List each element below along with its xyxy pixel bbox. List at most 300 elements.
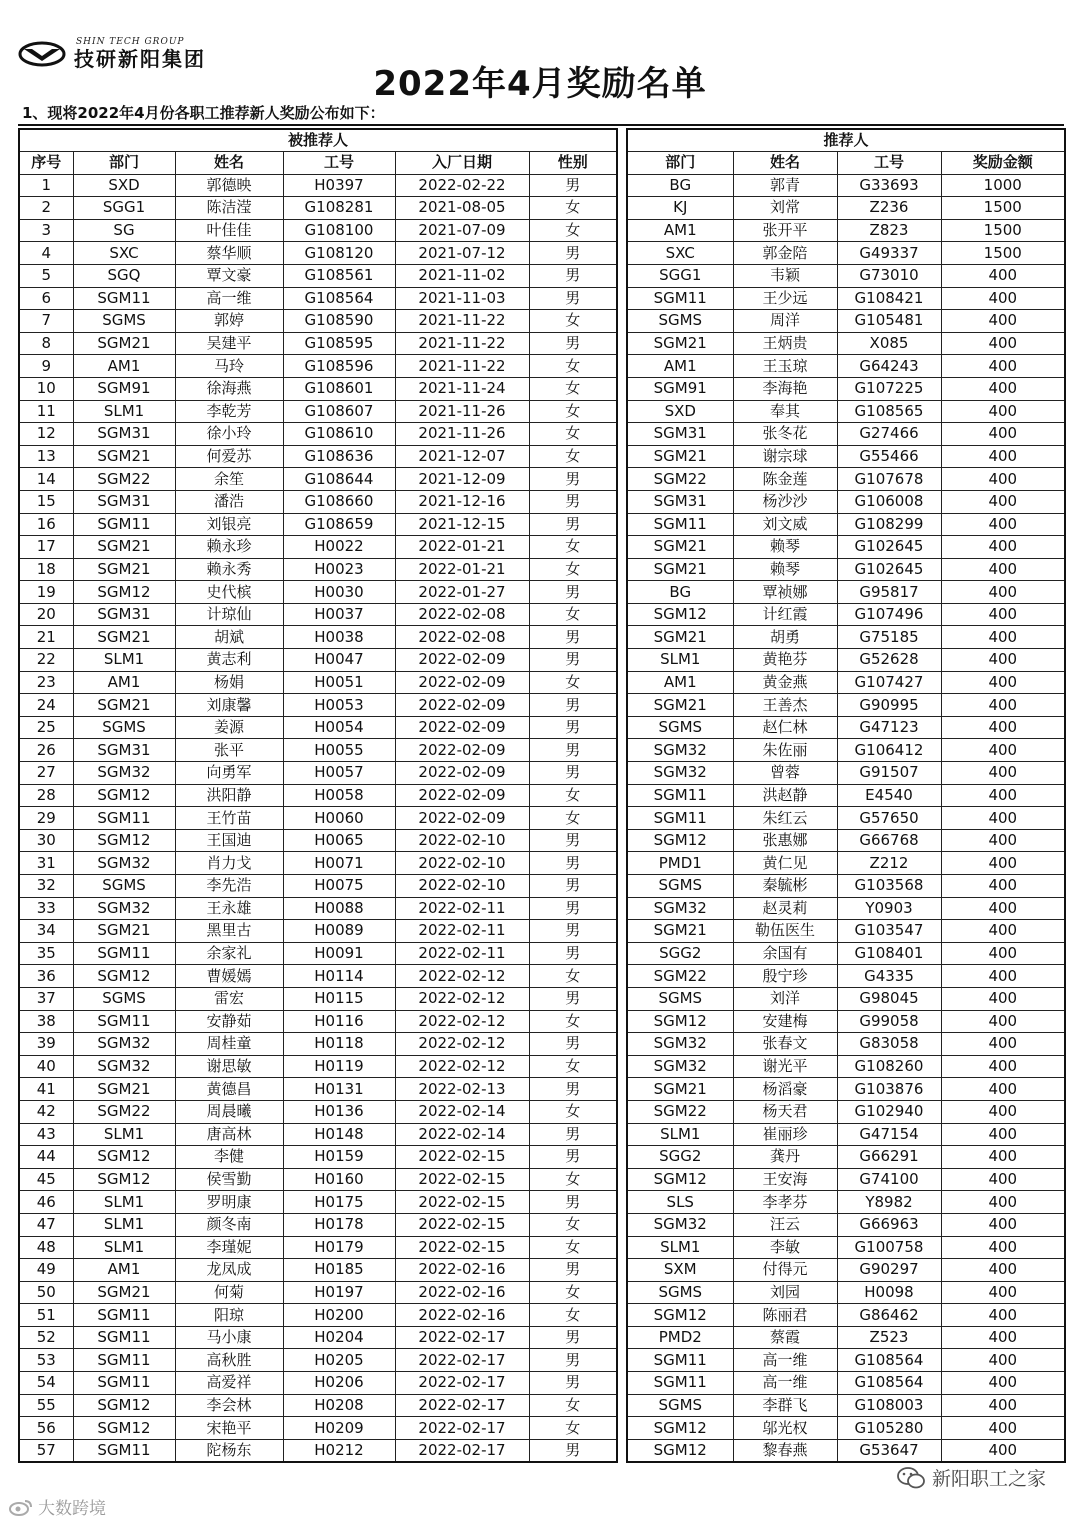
cell-reward-amount: 400 [941, 626, 1065, 649]
cell-ref-employee-id: G73010 [837, 264, 941, 287]
cell-reward-amount: 1500 [941, 242, 1065, 265]
table-row [627, 807, 1065, 830]
cell-name: 蔡华顺 [175, 242, 283, 265]
cell-name: 吴建平 [175, 332, 283, 355]
table-row [19, 716, 617, 739]
cell-ref-name: 张冬花 [733, 423, 837, 446]
cell-ref-employee-id: G66963 [837, 1213, 941, 1236]
cell-employee-id: H0057 [283, 762, 395, 785]
cell-gender: 女 [529, 1055, 617, 1078]
cell-employee-id: H0160 [283, 1168, 395, 1191]
table-row [19, 807, 617, 830]
cell-index: 3 [19, 219, 73, 242]
cell-employee-id: H0178 [283, 1213, 395, 1236]
cell-index: 27 [19, 762, 73, 785]
cell-ref-department: SXC [627, 242, 733, 265]
cell-gender: 男 [529, 942, 617, 965]
table-row [19, 174, 617, 197]
table-row [627, 400, 1065, 423]
cell-gender: 男 [529, 468, 617, 491]
cell-ref-department: SGM32 [627, 1055, 733, 1078]
table-row [19, 1146, 617, 1169]
cell-ref-employee-id: G103876 [837, 1078, 941, 1101]
cell-index: 42 [19, 1100, 73, 1123]
cell-name: 龙凤成 [175, 1259, 283, 1282]
cell-ref-department: SXD [627, 400, 733, 423]
cell-reward-amount: 400 [941, 1146, 1065, 1169]
intro-text: 1、现将2022年4月份各职工推荐新人奖励公布如下： [22, 104, 385, 122]
cell-ref-name: 杨天君 [733, 1100, 837, 1123]
table-row [19, 762, 617, 785]
table-row [19, 310, 617, 333]
cell-index: 36 [19, 965, 73, 988]
cell-gender: 男 [529, 513, 617, 536]
cell-index: 51 [19, 1304, 73, 1327]
table-row [19, 1259, 617, 1282]
cell-department: SGM12 [73, 784, 175, 807]
cell-name: 陀杨东 [175, 1439, 283, 1462]
cell-department: SGM31 [73, 603, 175, 626]
cell-ref-department: SGM32 [627, 897, 733, 920]
table-row [627, 264, 1065, 287]
cell-name: 王国迪 [175, 829, 283, 852]
cell-ref-name: 黄金燕 [733, 671, 837, 694]
cell-department: SGM21 [73, 445, 175, 468]
cell-index: 44 [19, 1146, 73, 1169]
cell-ref-department: SGG2 [627, 942, 733, 965]
table-row [19, 649, 617, 672]
cell-employee-id: H0175 [283, 1191, 395, 1214]
cell-gender: 男 [529, 694, 617, 717]
table-row [627, 626, 1065, 649]
cell-join-date: 2021-11-02 [395, 264, 529, 287]
cell-ref-name: 王安海 [733, 1168, 837, 1191]
cell-ref-department: PMD1 [627, 852, 733, 875]
page-title: 2022年4月奖励名单 [373, 64, 707, 104]
cell-ref-department: SGM21 [627, 536, 733, 559]
cell-ref-name: 张春文 [733, 1033, 837, 1056]
cell-department: SGM12 [73, 1394, 175, 1417]
table-row [627, 1100, 1065, 1123]
cell-employee-id: H0051 [283, 671, 395, 694]
cell-name: 王永雄 [175, 897, 283, 920]
right-header-row [627, 152, 1065, 175]
cell-ref-employee-id: G107225 [837, 377, 941, 400]
table-row [627, 897, 1065, 920]
cell-name: 王竹苗 [175, 807, 283, 830]
cell-ref-employee-id: G102645 [837, 558, 941, 581]
cell-join-date: 2022-02-13 [395, 1078, 529, 1101]
cell-name: 徐海燕 [175, 377, 283, 400]
cell-reward-amount: 400 [941, 965, 1065, 988]
table-row [19, 852, 617, 875]
cell-department: SGM32 [73, 1055, 175, 1078]
table-row [627, 423, 1065, 446]
cell-ref-employee-id: G95817 [837, 581, 941, 604]
cell-gender: 女 [529, 603, 617, 626]
cell-ref-name: 奉其 [733, 400, 837, 423]
cell-ref-name: 崔丽珍 [733, 1123, 837, 1146]
cell-name: 陈洁滢 [175, 197, 283, 220]
cell-join-date: 2021-11-22 [395, 310, 529, 333]
cell-index: 14 [19, 468, 73, 491]
cell-employee-id: H0047 [283, 649, 395, 672]
cell-ref-department: SGM21 [627, 445, 733, 468]
cell-ref-employee-id: G106412 [837, 739, 941, 762]
cell-ref-name: 郭金陪 [733, 242, 837, 265]
cell-ref-name: 刘园 [733, 1281, 837, 1304]
cell-index: 4 [19, 242, 73, 265]
cell-reward-amount: 400 [941, 875, 1065, 898]
cell-ref-department: AM1 [627, 219, 733, 242]
table-row [19, 626, 617, 649]
cell-ref-employee-id: G66768 [837, 829, 941, 852]
table-row [19, 829, 617, 852]
table-row [19, 490, 617, 513]
cell-name: 阳琼 [175, 1304, 283, 1327]
cell-join-date: 2022-02-14 [395, 1100, 529, 1123]
cell-ref-employee-id: Z523 [837, 1326, 941, 1349]
cell-name: 宋艳平 [175, 1417, 283, 1440]
cell-ref-employee-id: G107678 [837, 468, 941, 491]
cell-name: 赖永秀 [175, 558, 283, 581]
cell-department: SGM31 [73, 423, 175, 446]
cell-reward-amount: 400 [941, 1100, 1065, 1123]
cell-gender: 男 [529, 490, 617, 513]
cell-employee-id: G108100 [283, 219, 395, 242]
cell-gender: 男 [529, 174, 617, 197]
cell-department: SG [73, 219, 175, 242]
cell-index: 34 [19, 920, 73, 943]
cell-department: SGM11 [73, 1349, 175, 1372]
cell-index: 53 [19, 1349, 73, 1372]
cell-reward-amount: 1000 [941, 174, 1065, 197]
cell-reward-amount: 400 [941, 1191, 1065, 1214]
cell-ref-department: SGM32 [627, 1213, 733, 1236]
cell-reward-amount: 400 [941, 1281, 1065, 1304]
cell-ref-department: SGM32 [627, 1033, 733, 1056]
cell-ref-department: SGMS [627, 987, 733, 1010]
table-row [19, 581, 617, 604]
recommended-table [18, 128, 618, 1463]
cell-ref-employee-id: Z236 [837, 197, 941, 220]
cell-ref-employee-id: G105481 [837, 310, 941, 333]
cell-department: SGMS [73, 875, 175, 898]
cell-ref-name: 刘文威 [733, 513, 837, 536]
cell-ref-department: SGMS [627, 310, 733, 333]
header-ref-employee-id: 工号 [837, 152, 941, 175]
cell-join-date: 2022-02-16 [395, 1304, 529, 1327]
cell-reward-amount: 400 [941, 1394, 1065, 1417]
table-row [19, 1439, 617, 1462]
cell-join-date: 2022-02-08 [395, 626, 529, 649]
cell-reward-amount: 400 [941, 671, 1065, 694]
cell-ref-employee-id: G102645 [837, 536, 941, 559]
cell-ref-name: 李敏 [733, 1236, 837, 1259]
cell-gender: 女 [529, 807, 617, 830]
cell-reward-amount: 400 [941, 558, 1065, 581]
cell-join-date: 2022-02-11 [395, 897, 529, 920]
cell-ref-employee-id: X085 [837, 332, 941, 355]
cell-ref-employee-id: G108421 [837, 287, 941, 310]
cell-reward-amount: 400 [941, 694, 1065, 717]
cell-name: 余家礼 [175, 942, 283, 965]
table-row [627, 649, 1065, 672]
cell-ref-department: AM1 [627, 671, 733, 694]
cell-join-date: 2021-11-22 [395, 332, 529, 355]
cell-index: 6 [19, 287, 73, 310]
cell-department: SGM21 [73, 1281, 175, 1304]
cell-department: SGMS [73, 716, 175, 739]
cell-index: 33 [19, 897, 73, 920]
table-row [627, 920, 1065, 943]
cell-reward-amount: 400 [941, 1372, 1065, 1395]
cell-ref-department: AM1 [627, 355, 733, 378]
header-index: 序号 [19, 152, 73, 175]
cell-reward-amount: 400 [941, 649, 1065, 672]
cell-ref-employee-id: H0098 [837, 1281, 941, 1304]
cell-department: SGM22 [73, 468, 175, 491]
cell-join-date: 2022-02-17 [395, 1417, 529, 1440]
cell-name: 唐高林 [175, 1123, 283, 1146]
cell-employee-id: H0054 [283, 716, 395, 739]
cell-join-date: 2022-02-09 [395, 716, 529, 739]
cell-name: 罗明康 [175, 1191, 283, 1214]
cell-join-date: 2022-02-09 [395, 739, 529, 762]
cell-index: 25 [19, 716, 73, 739]
table-row [19, 784, 617, 807]
cell-join-date: 2022-02-12 [395, 987, 529, 1010]
table-row [19, 219, 617, 242]
cell-join-date: 2022-02-12 [395, 1033, 529, 1056]
cell-department: SGMS [73, 987, 175, 1010]
cell-reward-amount: 400 [941, 1259, 1065, 1282]
table-row [627, 1078, 1065, 1101]
cell-ref-department: SGMS [627, 716, 733, 739]
cell-gender: 女 [529, 1100, 617, 1123]
cell-gender: 男 [529, 920, 617, 943]
cell-department: SLM1 [73, 1213, 175, 1236]
recommender-table [626, 128, 1066, 1463]
cell-name: 李乾芳 [175, 400, 283, 423]
cell-reward-amount: 400 [941, 807, 1065, 830]
cell-gender: 男 [529, 626, 617, 649]
table-row [19, 242, 617, 265]
cell-department: SXC [73, 242, 175, 265]
cell-ref-name: 赖琴 [733, 558, 837, 581]
cell-name: 马小康 [175, 1326, 283, 1349]
table-row [627, 197, 1065, 220]
cell-name: 黄志利 [175, 649, 283, 672]
cell-ref-name: 王善杰 [733, 694, 837, 717]
cell-gender: 女 [529, 558, 617, 581]
cell-employee-id: H0208 [283, 1394, 395, 1417]
table-row [627, 1349, 1065, 1372]
cell-join-date: 2022-02-17 [395, 1394, 529, 1417]
cell-employee-id: G108561 [283, 264, 395, 287]
cell-ref-employee-id: G53647 [837, 1439, 941, 1462]
cell-department: AM1 [73, 1259, 175, 1282]
cell-ref-name: 郭青 [733, 174, 837, 197]
table-row [19, 355, 617, 378]
cell-name: 李会林 [175, 1394, 283, 1417]
cell-gender: 男 [529, 987, 617, 1010]
cell-join-date: 2021-12-15 [395, 513, 529, 536]
table-row [627, 490, 1065, 513]
recommender-group-header: 推荐人 [627, 129, 1065, 152]
cell-department: SGM21 [73, 332, 175, 355]
cell-gender: 男 [529, 1146, 617, 1169]
table-row [19, 965, 617, 988]
cell-ref-department: SLM1 [627, 1123, 733, 1146]
header-gender: 性别 [529, 152, 617, 175]
cell-ref-employee-id: G103547 [837, 920, 941, 943]
cell-ref-name: 李孝芬 [733, 1191, 837, 1214]
watermark-left [8, 1494, 106, 1519]
table-row [19, 1304, 617, 1327]
cell-department: SGM21 [73, 920, 175, 943]
cell-join-date: 2022-02-15 [395, 1191, 529, 1214]
table-row [627, 355, 1065, 378]
cell-join-date: 2021-12-16 [395, 490, 529, 513]
cell-index: 17 [19, 536, 73, 559]
cell-join-date: 2021-12-09 [395, 468, 529, 491]
cell-index: 47 [19, 1213, 73, 1236]
table-row [627, 784, 1065, 807]
cell-index: 24 [19, 694, 73, 717]
cell-employee-id: H0212 [283, 1439, 395, 1462]
cell-ref-name: 蔡霞 [733, 1326, 837, 1349]
cell-gender: 女 [529, 310, 617, 333]
cell-employee-id: H0053 [283, 694, 395, 717]
cell-join-date: 2022-01-27 [395, 581, 529, 604]
header-reward-amount: 奖励金额 [941, 152, 1065, 175]
cell-employee-id: G108607 [283, 400, 395, 423]
cell-ref-department: PMD2 [627, 1326, 733, 1349]
cell-join-date: 2021-12-07 [395, 445, 529, 468]
cell-name: 郭德映 [175, 174, 283, 197]
cell-employee-id: H0030 [283, 581, 395, 604]
cell-reward-amount: 400 [941, 1304, 1065, 1327]
cell-index: 38 [19, 1010, 73, 1033]
cell-reward-amount: 400 [941, 1417, 1065, 1440]
cell-ref-employee-id: G98045 [837, 987, 941, 1010]
cell-gender: 男 [529, 1123, 617, 1146]
cell-ref-employee-id: E4540 [837, 784, 941, 807]
cell-department: SGM32 [73, 897, 175, 920]
cell-reward-amount: 400 [941, 1078, 1065, 1101]
cell-department: SGM11 [73, 1372, 175, 1395]
cell-ref-name: 安建梅 [733, 1010, 837, 1033]
cell-name: 向勇军 [175, 762, 283, 785]
cell-reward-amount: 400 [941, 1055, 1065, 1078]
cell-index: 43 [19, 1123, 73, 1146]
cell-reward-amount: 400 [941, 423, 1065, 446]
cell-name: 赖永珍 [175, 536, 283, 559]
cell-ref-employee-id: G64243 [837, 355, 941, 378]
table-row [627, 671, 1065, 694]
cell-name: 何菊 [175, 1281, 283, 1304]
cell-employee-id: H0131 [283, 1078, 395, 1101]
cell-department: SGM12 [73, 1168, 175, 1191]
cell-ref-name: 朱红云 [733, 807, 837, 830]
cell-name: 高一维 [175, 287, 283, 310]
cell-name: 颜冬南 [175, 1213, 283, 1236]
cell-employee-id: H0038 [283, 626, 395, 649]
cell-employee-id: H0022 [283, 536, 395, 559]
cell-ref-name: 陈丽君 [733, 1304, 837, 1327]
cell-name: 黄德昌 [175, 1078, 283, 1101]
cell-name: 计琼仙 [175, 603, 283, 626]
cell-department: SGM11 [73, 1326, 175, 1349]
cell-department: SGM11 [73, 1304, 175, 1327]
cell-index: 21 [19, 626, 73, 649]
table-row [627, 762, 1065, 785]
table-row [19, 1372, 617, 1395]
cell-name: 何爱苏 [175, 445, 283, 468]
table-row [627, 739, 1065, 762]
cell-department: SGM31 [73, 739, 175, 762]
cell-index: 11 [19, 400, 73, 423]
cell-ref-employee-id: G4335 [837, 965, 941, 988]
cell-join-date: 2022-02-08 [395, 603, 529, 626]
cell-reward-amount: 400 [941, 1168, 1065, 1191]
cell-join-date: 2022-02-17 [395, 1349, 529, 1372]
cell-department: SGM22 [73, 1100, 175, 1123]
cell-name: 姜源 [175, 716, 283, 739]
table-row [19, 897, 617, 920]
cell-ref-name: 张惠娜 [733, 829, 837, 852]
cell-department: SGM12 [73, 581, 175, 604]
cell-name: 李先浩 [175, 875, 283, 898]
table-row [19, 1123, 617, 1146]
cell-join-date: 2022-02-09 [395, 762, 529, 785]
header-employee-id: 工号 [283, 152, 395, 175]
cell-gender: 男 [529, 762, 617, 785]
cell-gender: 男 [529, 875, 617, 898]
cell-department: SGM91 [73, 377, 175, 400]
cell-department: SGM32 [73, 852, 175, 875]
cell-ref-department: SXM [627, 1259, 733, 1282]
cell-index: 46 [19, 1191, 73, 1214]
cell-reward-amount: 400 [941, 1010, 1065, 1033]
table-row [627, 287, 1065, 310]
cell-gender: 男 [529, 1372, 617, 1395]
cell-join-date: 2022-02-15 [395, 1236, 529, 1259]
cell-ref-employee-id: G66291 [837, 1146, 941, 1169]
cell-ref-department: SGM21 [627, 332, 733, 355]
cell-name: 李健 [175, 1146, 283, 1169]
recommended-group-header: 被推荐人 [19, 129, 617, 152]
cell-reward-amount: 400 [941, 332, 1065, 355]
cell-ref-employee-id: G90297 [837, 1259, 941, 1282]
cell-reward-amount: 400 [941, 377, 1065, 400]
cell-reward-amount: 400 [941, 264, 1065, 287]
cell-ref-employee-id: G108564 [837, 1349, 941, 1372]
cell-join-date: 2022-02-09 [395, 671, 529, 694]
cell-department: SLM1 [73, 1123, 175, 1146]
cell-reward-amount: 400 [941, 852, 1065, 875]
cell-reward-amount: 400 [941, 513, 1065, 536]
cell-department: SGM11 [73, 513, 175, 536]
cell-join-date: 2021-11-26 [395, 423, 529, 446]
cell-index: 41 [19, 1078, 73, 1101]
cell-ref-name: 韦颖 [733, 264, 837, 287]
cell-gender: 女 [529, 1010, 617, 1033]
cell-ref-name: 刘常 [733, 197, 837, 220]
cell-join-date: 2022-02-10 [395, 829, 529, 852]
cell-ref-name: 赵灵莉 [733, 897, 837, 920]
